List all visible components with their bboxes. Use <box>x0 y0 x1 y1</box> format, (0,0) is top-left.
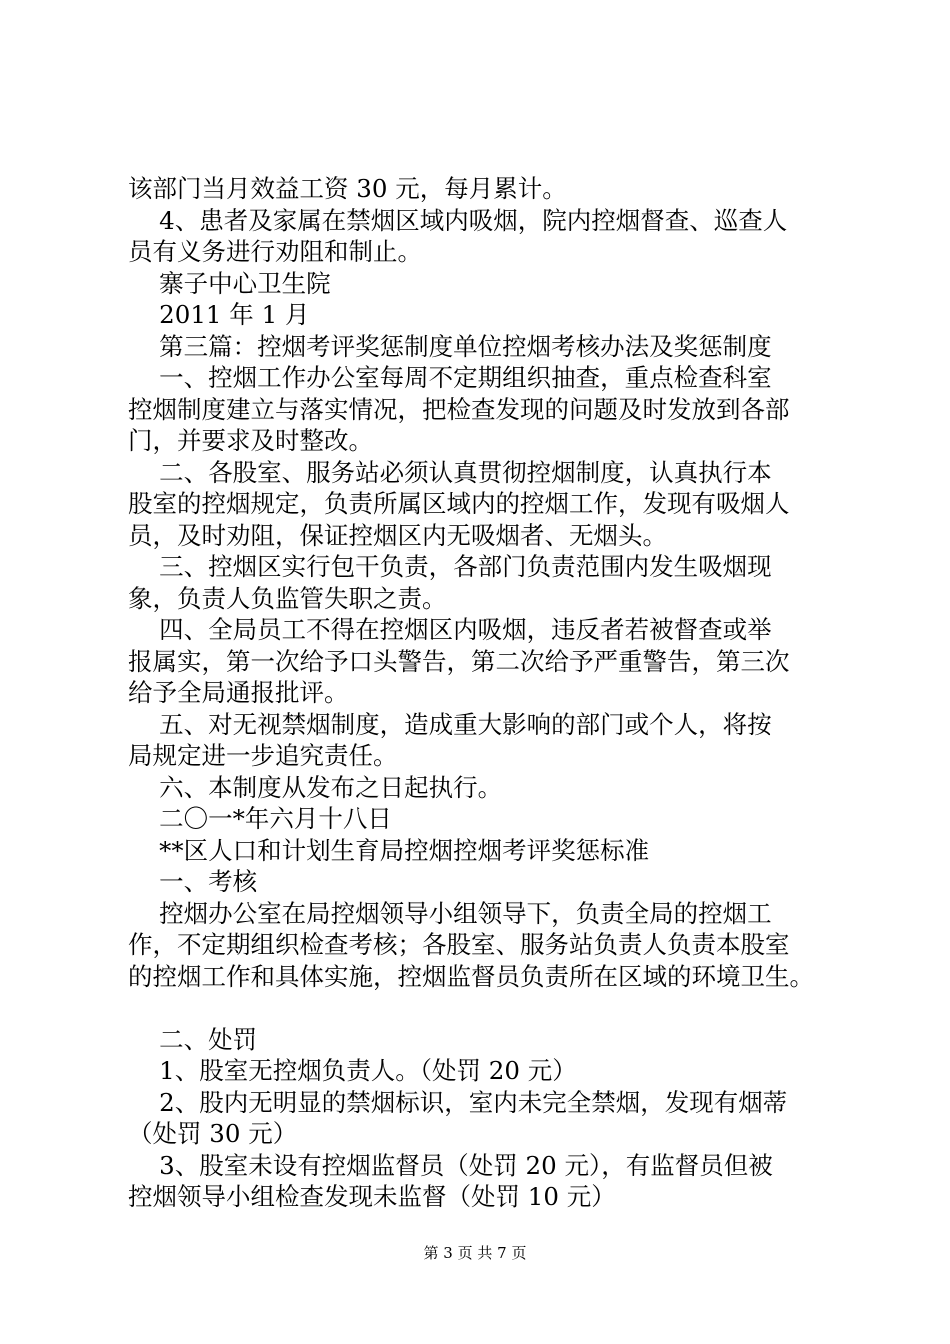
text-line: 控烟制度建立与落实情况，把检查发现的问题及时发放到各部 <box>128 394 790 424</box>
text-line: 三、控烟区实行包干负责，各部门负责范围内发生吸烟现 <box>128 552 772 581</box>
text-line: 五、对无视禁烟制度，造成重大影响的部门或个人，将按 <box>128 709 772 739</box>
text-line: 寨子中心卫生院 <box>128 268 331 298</box>
text-line: 2、股内无明显的禁烟标识，室内未完全禁烟，发现有烟蒂 <box>128 1087 788 1117</box>
text-line: 2011 年 1 月 <box>128 300 310 329</box>
text-line: 第三篇：控烟考评奖惩制度单位控烟考核办法及奖惩制度 <box>128 331 772 361</box>
text-line: 3、股室未设有控烟监督员（处罚 20 元），有监督员但被 <box>128 1150 773 1180</box>
text-line: 控烟办公室在局控烟领导小组领导下，负责全局的控烟工 <box>128 898 772 928</box>
text-line: 1、股室无控烟负责人。（处罚 20 元） <box>128 1056 577 1085</box>
text-line: 股室的控烟规定，负责所属区域内的控烟工作，发现有吸烟人 <box>128 489 790 518</box>
text-line: 二、处罚 <box>128 1024 258 1054</box>
text-line: 二、各股室、服务站必须认真贯彻控烟制度，认真执行本 <box>128 457 772 487</box>
text-line: 四、全局员工不得在控烟区内吸烟，违反者若被督查或举 <box>128 615 772 644</box>
text-line: 4、患者及家属在禁烟区域内吸烟，院内控烟督查、巡查人 <box>128 205 788 235</box>
text-line: 门，并要求及时整改。 <box>128 426 373 455</box>
page-footer: 第 3 页 共 7 页 <box>423 1244 527 1262</box>
text-line: 六、本制度从发布之日起执行。 <box>128 772 503 802</box>
text-line: 一、考核 <box>128 867 258 896</box>
text-line: 员有义务进行劝阻和制止。 <box>128 237 422 266</box>
text-line: 报属实，第一次给予口头警告，第二次给予严重警告，第三次 <box>128 646 790 676</box>
text-line: **区人口和计划生育局控烟控烟考评奖惩标准 <box>128 835 650 865</box>
text-line: 二〇一*年六月十八日 <box>128 804 392 833</box>
text-line: 给予全局通报批评。 <box>128 678 349 707</box>
text-line: 作，不定期组织检查考核；各股室、服务站负责人负责本股室 <box>128 930 790 959</box>
text-line: 控烟领导小组检查发现未监督（处罚 10 元） <box>128 1182 616 1211</box>
text-line: （处罚 30 元） <box>128 1119 298 1148</box>
text-line: 员，及时劝阻，保证控烟区内无吸烟者、无烟头。 <box>128 520 667 550</box>
text-line: 局规定进一步追究责任。 <box>128 741 398 770</box>
text-line: 象，负责人负监管失职之责。 <box>128 583 447 613</box>
text-line: 一、控烟工作办公室每周不定期组织抽查，重点检查科室 <box>128 363 772 392</box>
text-line: 的控烟工作和具体实施，控烟监督员负责所在区域的环境卫生。 <box>128 961 814 991</box>
text-line: 该部门当月效益工资 30 元，每月累计。 <box>128 174 567 203</box>
